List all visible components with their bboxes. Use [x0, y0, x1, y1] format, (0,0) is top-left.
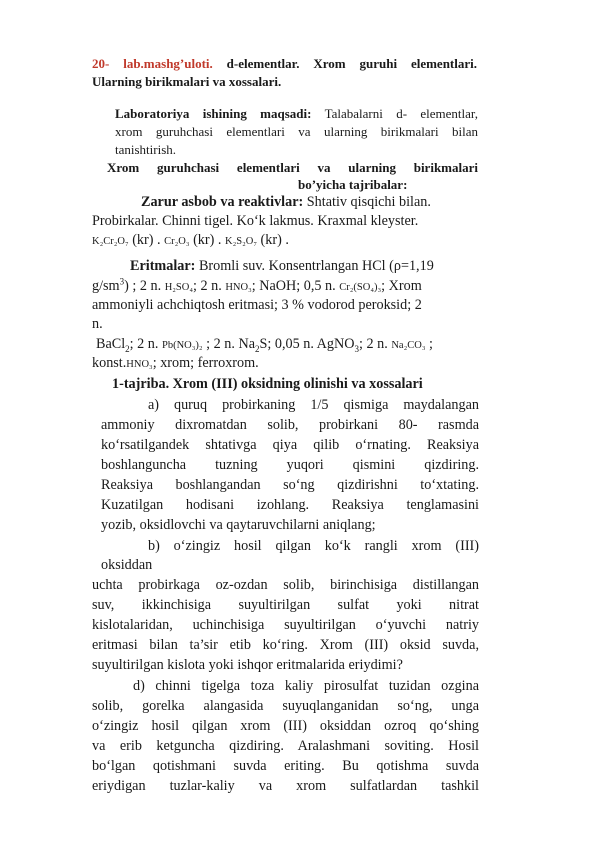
reagents-text-10: ; — [425, 336, 433, 352]
reagents-line-3: ammoniyli achchiqtosh eritmasi; 3 % vodorod peroksid; 2 — [92, 297, 422, 313]
formula-cr2o3: Cr₂O₃ — [164, 236, 190, 247]
reagents-text-1: Bromli suv. Konsentrlangan HCl (ρ=1,19 — [195, 258, 434, 274]
experiments-heading-2: bo’yicha tajribalar: — [298, 177, 408, 192]
reagents-text-9: ; 2 n. — [359, 336, 392, 352]
experiments-heading-1: Xrom guruhchasi elementlari va ularning birikmalari — [107, 160, 478, 175]
exp1-d-line: eriydigan tuzlar-kaliy va xrom sulfatlardan tashkil — [92, 778, 479, 794]
aim-line-1 — [115, 106, 478, 122]
equipment-line-1 — [141, 194, 431, 211]
exp1-b-line: oksiddan — [101, 557, 153, 573]
exp1-d-line: va erib ketguncha qizdiring. Aralashmani soviting. Hosil — [92, 738, 479, 754]
aim-text-1: Talabalarni d- elementlar, — [311, 106, 478, 121]
lesson-title — [92, 56, 477, 72]
exp1-a-line: ammoniy dixromatdan solib, probirkani 80- rasmda — [101, 417, 479, 433]
formula-hno3: HNO₃ — [126, 359, 153, 370]
exp1-d-line: d) chinni tigelga toza kaliy pirosulfat tuzidan ozgina — [133, 678, 479, 694]
formula-h2so4: H₂SO₄ — [164, 282, 194, 293]
reagents-text-4: ; NaOH; 0,5 n. — [251, 278, 340, 294]
reagents-line-1 — [130, 258, 434, 275]
unit-superscript: 3 — [119, 276, 125, 287]
formula-pbno32: Pb(NO₃)₂ — [162, 340, 203, 351]
aim-label: Laboratoriya ishining maqsadi: — [115, 106, 312, 121]
subscript: 2 — [255, 343, 260, 354]
equipment-line-3 — [92, 232, 289, 249]
equipment-text-1: Shtativ qisqichi bilan. — [303, 194, 431, 210]
exp1-b-line: eritmasi bilan ta’sir etib ko‘ring. Xrom (III) oksid suvda, — [92, 637, 479, 653]
reagents-line-2 — [92, 278, 422, 295]
reagents-text-12: ; xrom; ferroxrom. — [152, 355, 259, 371]
exp1-b-line: suyultirilgan kislota yoki ishqor eritmalarida eriydimi? — [92, 657, 403, 673]
reagents-label: Eritmalar: — [130, 258, 196, 274]
lesson-topic: d-elementlar. Xrom guruhi elementlari. — [212, 56, 478, 71]
formula-hno3: HNO₃ — [225, 282, 252, 293]
subscript: 2 — [125, 343, 130, 354]
reagents-text-3: ; 2 n. — [193, 278, 226, 294]
equipment-text-3: (kr) . — [189, 232, 225, 248]
exp1-a-line: yozib, oksidlovchi va qaytaruvchilarni aniqlang; — [101, 517, 376, 533]
reagents-text-6: ; 2 n. — [129, 336, 162, 352]
exp1-d-line: o‘zingiz hosil qilgan xrom (III) oksiddan ozroq qo‘shing — [92, 718, 479, 734]
equipment-text-2: (kr) . — [128, 232, 165, 248]
equipment-label: Zarur asbob va reaktivlar: — [141, 194, 304, 210]
lesson-subtitle: Ularning birikmalari va xossalari. — [92, 74, 282, 89]
exp1-b-line: b) o‘zingiz hosil qilgan ko‘k rangli xrom (III) — [148, 538, 479, 554]
reagents-text-7: ; 2 n. Na — [202, 336, 255, 352]
exp1-a-line: a) quruq probirkaning 1/5 qismiga maydalangan — [148, 397, 479, 413]
formula-cr2so43: Cr₂(SO₄)₃ — [339, 282, 382, 293]
lesson-number: 20- lab.mashg’uloti. — [92, 56, 213, 71]
exp1-b-line: kislotalaridan, uchinchisiga suyultirilgan o‘yuvchi natriy — [92, 617, 479, 633]
reagents-line-6 — [92, 355, 259, 372]
formula-na2co3: Na₂CO₃ — [391, 340, 426, 351]
reagents-text-2: ) ; 2 n. — [124, 278, 165, 294]
aim-line-3: tanishtirish. — [115, 142, 177, 157]
experiment-1-title: 1-tajriba. Xrom (III) oksidning olinishi va xossalari — [112, 376, 423, 392]
aim-line-2: xrom guruhchasi elementlari va ularning birikmalari bilan — [115, 124, 478, 139]
formula-bacl2: BaCl — [96, 336, 126, 352]
reagents-text-11: konst. — [92, 355, 127, 371]
equipment-text-4: (kr) . — [257, 232, 289, 248]
reagents-text-8: S; 0,05 n. AgNO — [259, 336, 355, 352]
reagents-line-4: n. — [92, 316, 103, 332]
exp1-a-line: Reaksiya boshlangandan so‘ng qizdirishni to‘xtating. — [101, 477, 479, 493]
unit-text: g/sm — [92, 278, 120, 294]
exp1-a-line: Kuzatilgan hodisani izohlang. Reaksiya tenglamasini — [101, 497, 479, 513]
formula-k2cr2o7: K₂Cr₂O₇ — [92, 236, 129, 247]
exp1-a-line: ko‘rsatilgandek shtativga qiya qilib o‘rnating. Reaksiya — [101, 437, 479, 453]
subscript: 3 — [354, 343, 359, 354]
reagents-text-5: ; Xrom — [381, 278, 422, 294]
reagents-line-5 — [96, 336, 433, 353]
exp1-d-line: solib, gorelka alangasida suyuqlanganidan so‘ng, unga — [92, 698, 479, 714]
exp1-b-line: uchta probirkaga oz-ozdan solib, birinchisiga distillangan — [92, 577, 479, 593]
formula-k2s2o7: K₂S₂O₇ — [225, 236, 257, 247]
exp1-d-line: bo‘lgan qotishmani suvda eriting. Bu qotishma suvda — [92, 758, 479, 774]
equipment-line-2: Probirkalar. Chinni tigel. Ko‘k lakmus. Kraxmal kleyster. — [92, 213, 419, 229]
exp1-a-line: boshlanguncha tuzning yuqori qismini qizdiring. — [101, 457, 479, 473]
exp1-b-line: suv, ikkinchisiga suyultirilgan sulfat yoki nitrat — [92, 597, 479, 613]
